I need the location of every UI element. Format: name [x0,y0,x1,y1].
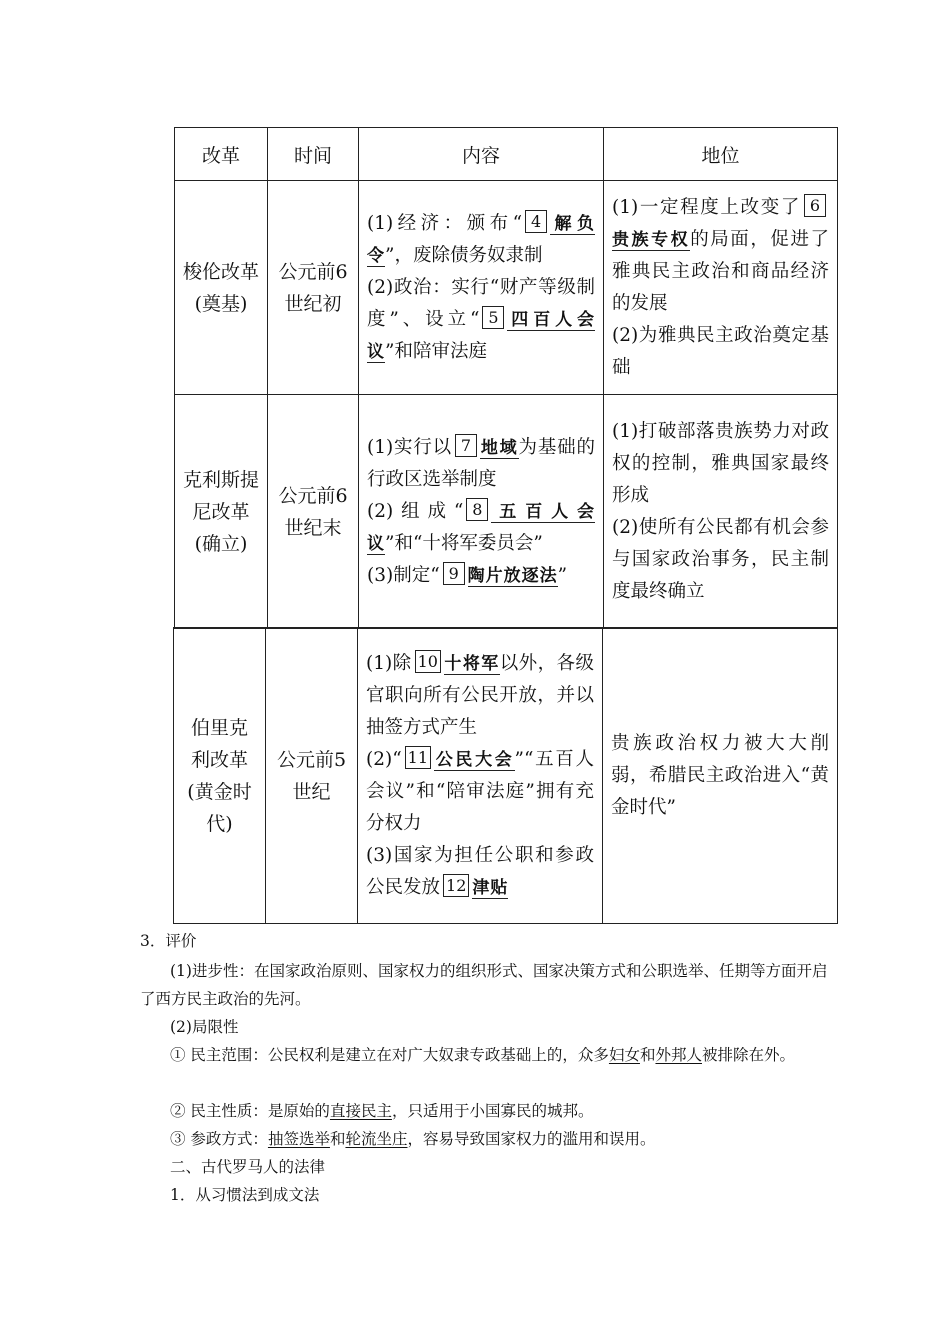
answer-number-box: 10 [415,650,441,673]
table-row-pericles [174,628,838,923]
answer-number-box: 7 [455,434,477,457]
answer-text: 解负令 [367,213,596,266]
reform-time: 公元前6世纪初 [268,181,359,395]
underlined-answer: 外邦人 [655,1046,702,1064]
underlined-answer: 抽签选举 [267,1130,330,1148]
text-span: 和 [639,1046,656,1064]
reform-table-upper [174,127,838,629]
content-text: ”，废除债务奴隶制 [385,244,543,266]
answer-number-box: 9 [443,562,465,585]
status-text: (2)使所有公民都有机会参与国家政治事务，民主制度最终确立 [612,516,829,602]
content-text: ”和陪审法庭 [385,340,487,362]
content-text: (1)除 [366,652,412,674]
status-text: 贵族政治权力被大大削弱，希腊民主政治进入“黄金时代” [611,732,829,818]
reform-time: 公元前6世纪末 [268,395,359,629]
text-span: ③ 参政方式： [170,1130,268,1148]
answer-number-box: 6 [804,194,826,217]
content-text: 为基础的行政区选举制度 [367,436,595,490]
table-row-solon [175,181,838,395]
paragraph-progressiveness: (1)进步性：在国家政治原则、国家权力的组织形式、国家决策方式和公职选举、任期等方面开启了西方民主政治的先河。 [140,962,828,1008]
content-text: (2)“ [366,748,402,770]
answer-number-box: 12 [443,874,469,897]
status-text: (2)为雅典民主政治奠定基础 [612,324,829,378]
answer-text: 十将军 [443,653,500,674]
answer-number-box: 8 [466,498,488,521]
reform-content [358,628,603,923]
reform-content [359,395,604,629]
text-span: ，只适用于小国寡民的城邦。 [391,1102,594,1120]
table-header-row [175,128,838,181]
content-text: (3)国家为担任公职和参政公民发放 [366,844,594,898]
text-span: ① 民主范围：公民权利是建立在对广大奴隶专政基础上的，众多 [170,1046,609,1064]
header-time: 时间 [268,128,359,181]
text-span: ② 民主性质：是原始的 [170,1102,330,1120]
section-heading-evaluation: 3．评价 [140,932,197,950]
content-text: (3)制定“ [367,564,440,586]
answer-number-box: 11 [405,746,431,769]
answer-text: 地域 [480,437,519,458]
content-text: ”“五百人会议”和“陪审法庭”拥有充分权力 [366,748,594,834]
reform-name: 伯里克利改革(黄金时代) [174,628,266,923]
underlined-answer: 直接民主 [329,1102,392,1120]
text-span: 和 [329,1130,346,1148]
answer-text: 陶片放逐法 [467,565,558,586]
header-reform: 改革 [175,128,268,181]
answer-text: 津贴 [472,877,509,898]
content-text: (2)政治：实行“财产等级制度”、设立“ [367,276,595,330]
reform-content [359,181,604,395]
paragraph-democracy-nature [140,1097,830,1125]
content-text: 以外，各级官职向所有公民开放，并以抽签方式产生 [366,652,594,738]
paragraph-participation-method [140,1125,830,1153]
answer-text: 贵族专权 [612,229,691,250]
section-heading-roman-law: 二、古代罗马人的法律 [170,1158,326,1176]
header-status: 地位 [604,128,838,181]
content-text: (2)组成“ [367,500,464,522]
reform-name: 梭伦改革(奠基) [175,181,268,395]
underlined-answer: 妇女 [608,1046,640,1064]
reform-status [604,181,838,395]
content-text: ”和“十将军委员会” [385,532,543,554]
reform-table-lower [173,627,838,924]
paragraph-limitations-heading: (2)局限性 [170,1018,239,1036]
reform-status [603,628,838,923]
reform-name: 克利斯提尼改革(确立) [175,395,268,629]
header-content: 内容 [359,128,604,181]
status-text: 的局面，促进了雅典民主政治和商品经济的发展 [612,228,829,314]
section-heading-customary-to-written: 1．从习惯法到成文法 [170,1186,320,1204]
text-span: 被排除在外。 [701,1046,795,1064]
answer-text: 公民大会 [434,749,515,770]
answer-number-box: 4 [525,210,547,233]
status-text: (1)一定程度上改变了 [612,196,801,218]
paragraph-democracy-scope [140,1041,830,1069]
underlined-answer: 轮流坐庄 [345,1130,408,1148]
text-span: ，容易导致国家权力的滥用和误用。 [407,1130,656,1148]
content-text: (1)经济：颁布“ [367,212,523,234]
reform-time: 公元前5世纪 [266,628,358,923]
answer-number-box: 5 [482,306,504,329]
answer-text: 四百人会议 [367,309,595,362]
table-row-cleisthenes [175,395,838,629]
content-text: (1)实行以 [367,436,453,458]
status-text: (1)打破部落贵族势力对政权的控制，雅典国家最终形成 [612,420,829,506]
reform-status [604,395,838,629]
answer-text: 五百人会议 [367,501,596,554]
content-text: ” [557,564,568,586]
